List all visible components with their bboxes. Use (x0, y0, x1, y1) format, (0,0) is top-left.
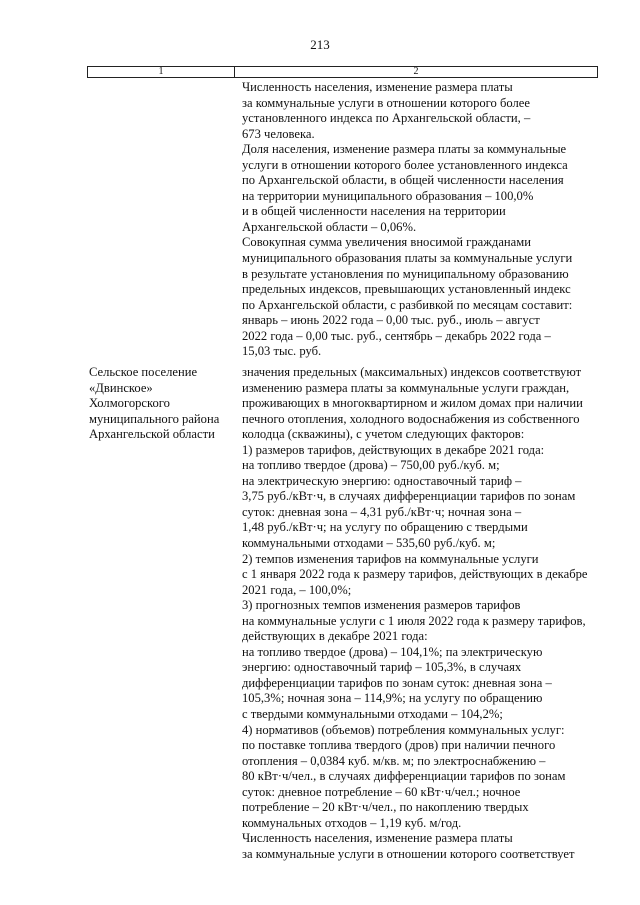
column-header-table (87, 66, 598, 78)
text-line: отопления – 0,0384 куб. м/кв. м; по электроснабжению – (242, 753, 546, 768)
text-line: действующих в декабре 2021 года: (242, 629, 428, 644)
text-line: 3) прогнозных темпов изменения размеров тарифов (242, 598, 521, 613)
text-line: суток: дневное потребление – 60 кВт·ч/чел.; ночное (242, 784, 521, 799)
text-line: изменению размера платы за коммунальные услуги граждан, (242, 380, 570, 395)
text-line: 1) размеров тарифов, действующих в декабре 2021 года: (242, 442, 545, 457)
text-line: суток: дневная зона – 4,31 руб./кВт·ч; ночная зона – (242, 504, 522, 519)
municipality-line: «Двинское» (89, 380, 153, 395)
column-header-2: 2 (235, 67, 598, 78)
text-line: по Архангельской области, с разбивкой по месяцам составит: (242, 297, 573, 312)
page-number: 213 (310, 37, 330, 52)
text-line: Совокупная сумма увеличения вносимой гражданами (242, 235, 531, 250)
text-line: 4) нормативов (объемов) потребления коммунальных услуг: (242, 722, 565, 737)
text-line: 80 кВт·ч/чел., в случаях дифференциации тарифов по зонам (242, 769, 566, 784)
text-line: на электрическую энергию: одноставочный тариф – (242, 473, 522, 488)
text-line: на коммунальные услуги с 1 июля 2022 года к размеру тарифов, (242, 613, 586, 628)
text-line: и в общей численности населения на территории (242, 204, 506, 219)
text-line: 105,3%; ночная зона – 114,9%; на услугу по обращению (242, 691, 543, 706)
tariff-factors-text (242, 365, 602, 863)
text-line: значения предельных (максимальных) индексов соответствуют (242, 365, 582, 379)
text-line: 15,03 тыс. руб. (242, 344, 322, 359)
text-line: дифференциации тарифов по зонам суток: дневная зона – (242, 675, 552, 690)
text-line: коммунальными отходами – 535,60 руб./куб. м; (242, 536, 496, 551)
text-line: услуги в отношении которого более установленного индекса (242, 157, 568, 172)
text-line: Доля населения, изменение размера платы за коммунальные (242, 142, 567, 157)
text-line: коммунальных отходов – 1,19 куб. м/год. (242, 815, 462, 830)
text-line: с 1 января 2022 года к размеру тарифов, действующих в декабре (242, 567, 588, 582)
text-line: на топливо твердое (дрова) – 104,1%; па электрическую (242, 644, 543, 659)
municipality-line: Сельское поселение (89, 365, 198, 379)
municipality-name (89, 365, 239, 443)
text-line: проживающих в многоквартирном и жилом домах при наличии (242, 396, 583, 411)
population-summary-text (242, 80, 602, 360)
text-line: муниципального образования платы за коммунальные услуги (242, 251, 573, 266)
municipality-line: Холмогорского (89, 396, 170, 411)
text-line: печного отопления, холодного водоснабжения из собственного (242, 411, 580, 426)
text-line: потребление – 20 кВт·ч/чел., по накоплению твердых (242, 800, 529, 815)
text-line: январь – июнь 2022 года – 0,00 тыс. руб., июль – август (242, 313, 540, 328)
column-header-1: 1 (88, 67, 235, 78)
text-line: 673 человека. (242, 126, 315, 141)
text-line: энергию: одноставочный тариф – 105,3%, в случаях (242, 660, 522, 675)
text-line: Численность населения, изменение размера платы (242, 80, 513, 94)
municipality-line: Архангельской области (89, 427, 215, 442)
text-line: установленного индекса по Архангельской области, – (242, 111, 531, 126)
text-line: 3,75 руб./кВт·ч, в случаях дифференциации тарифов по зонам (242, 489, 576, 504)
text-line: за коммунальные услуги в отношении которого соответствует (242, 846, 575, 861)
text-line: 2022 года – 0,00 тыс. руб., сентябрь – декабрь 2022 года – (242, 328, 551, 343)
text-line: Численность населения, изменение размера платы (242, 831, 513, 846)
text-line: на территории муниципального образования – 100,0% (242, 188, 534, 203)
text-line: за коммунальные услуги в отношении которого более (242, 95, 530, 110)
text-line: колодца (скважины), с учетом следующих факторов: (242, 427, 525, 442)
text-line: по поставке топлива твердого (дров) при наличии печного (242, 738, 556, 753)
text-line: по Архангельской области, в общей численности населения (242, 173, 564, 188)
column-header-row (88, 67, 598, 78)
text-line: в результате установления по муниципальному образованию (242, 266, 569, 281)
text-line: 2021 года, – 100,0%; (242, 582, 352, 597)
text-line: Архангельской области – 0,06%. (242, 219, 417, 234)
text-line: на топливо твердое (дрова) – 750,00 руб./куб. м; (242, 458, 500, 473)
text-line: 2) темпов изменения тарифов на коммунальные услуги (242, 551, 539, 566)
text-line: предельных индексов, превышающих установленный индекс (242, 282, 571, 297)
municipality-line: муниципального района (89, 411, 220, 426)
text-line: 1,48 руб./кВт·ч; на услугу по обращению с твердыми (242, 520, 528, 535)
text-line: с твердыми коммунальными отходами – 104,2%; (242, 707, 503, 722)
